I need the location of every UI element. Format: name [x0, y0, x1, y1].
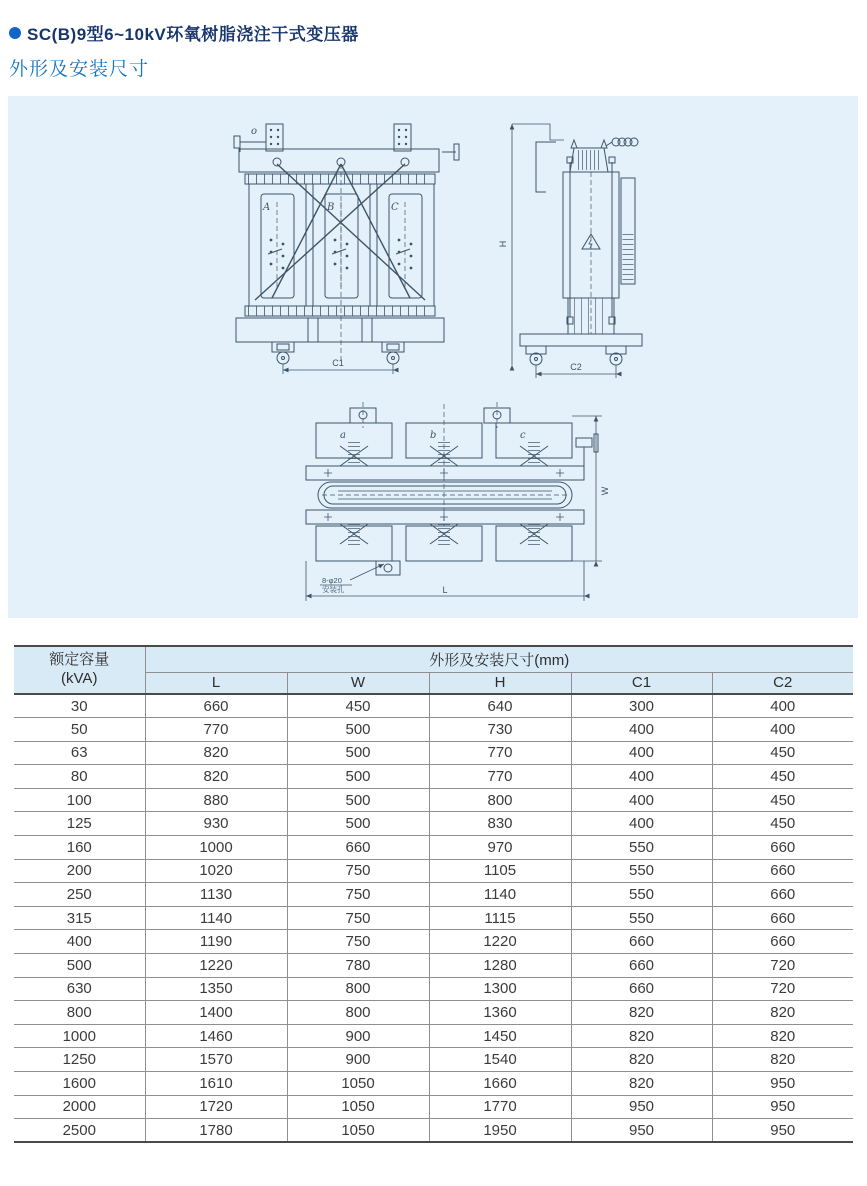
table-row: [14, 954, 853, 978]
table-cell: 400: [571, 812, 712, 836]
table-cell: 660: [571, 954, 712, 978]
front-coil-label-b: B: [327, 202, 335, 213]
front-coil-label-c: C: [391, 202, 399, 213]
table-cell: 30: [14, 694, 145, 718]
table-row: [14, 1119, 853, 1143]
table-cell: 63: [14, 741, 145, 765]
front-corner-label: o: [251, 126, 258, 137]
table-row: [14, 1072, 853, 1096]
table-cell: 820: [571, 1048, 712, 1072]
table-cell: 500: [287, 812, 429, 836]
table-row: [14, 836, 853, 860]
table-cell: 2500: [14, 1119, 145, 1143]
table-cell: 820: [145, 765, 287, 789]
table-cell: 315: [14, 906, 145, 930]
table-cell: 660: [712, 836, 853, 860]
table-cell: 820: [571, 1001, 712, 1025]
table-cell: 640: [429, 694, 571, 718]
table-cell: 1600: [14, 1072, 145, 1096]
table-cell: 160: [14, 836, 145, 860]
table-cell: 750: [287, 883, 429, 907]
table-cell: 1950: [429, 1119, 571, 1143]
table-cell: 1220: [429, 930, 571, 954]
table-cell: 800: [14, 1001, 145, 1025]
table-cell: 1350: [145, 977, 287, 1001]
table-row: [14, 1001, 853, 1025]
table-cell: 1190: [145, 930, 287, 954]
top-bushing-label-b: b: [430, 430, 437, 441]
table-row: [14, 859, 853, 883]
table-cell: 660: [571, 930, 712, 954]
header-col-l: L: [145, 672, 287, 694]
table-cell: 1610: [145, 1072, 287, 1096]
table-cell: 1105: [429, 859, 571, 883]
table-cell: 730: [429, 718, 571, 742]
top-bushing-label-a: a: [340, 430, 346, 441]
table-cell: 880: [145, 788, 287, 812]
table-cell: 1020: [145, 859, 287, 883]
table-cell: 450: [712, 788, 853, 812]
table-cell: 720: [712, 977, 853, 1001]
table-cell: 820: [712, 1001, 853, 1025]
table-row: [14, 718, 853, 742]
table-cell: 750: [287, 930, 429, 954]
page-title: SC(B)9型6~10kV环氧树脂浇注干式变压器: [27, 25, 359, 44]
section-subtitle: 外形及安装尺寸: [9, 59, 150, 80]
table-cell: 200: [14, 859, 145, 883]
table-cell: 1130: [145, 883, 287, 907]
table-cell: 1540: [429, 1048, 571, 1072]
table-cell: 550: [571, 859, 712, 883]
table-cell: 1570: [145, 1048, 287, 1072]
side-dim-c2-label: C2: [570, 362, 582, 372]
table-cell: 500: [287, 741, 429, 765]
table-cell: 970: [429, 836, 571, 860]
table-cell: 450: [287, 694, 429, 718]
table-cell: 660: [712, 906, 853, 930]
table-cell: 950: [712, 1072, 853, 1096]
top-bushing-label-c: c: [520, 430, 526, 441]
table-header: [14, 646, 853, 694]
table-cell: 780: [287, 954, 429, 978]
table-row: [14, 788, 853, 812]
table-row: [14, 741, 853, 765]
table-cell: 500: [287, 718, 429, 742]
header-col-h: H: [429, 672, 571, 694]
table-cell: 500: [287, 765, 429, 789]
table-row: [14, 930, 853, 954]
table-cell: 1720: [145, 1095, 287, 1119]
table-cell: 1000: [145, 836, 287, 860]
table-cell: 80: [14, 765, 145, 789]
table-row: [14, 812, 853, 836]
table-cell: 1050: [287, 1095, 429, 1119]
table-cell: 1460: [145, 1024, 287, 1048]
table-cell: 950: [571, 1119, 712, 1143]
table-cell: 400: [571, 765, 712, 789]
header-rated-capacity-line1: 额定容量: [49, 651, 110, 669]
table-row: [14, 1024, 853, 1048]
side-dim-h-label: H: [498, 240, 508, 248]
header-col-c2: C2: [712, 672, 853, 694]
table-cell: 400: [571, 718, 712, 742]
table-cell: 900: [287, 1024, 429, 1048]
table-cell: 660: [712, 930, 853, 954]
top-view-drawing: [288, 396, 618, 611]
table-row: [14, 977, 853, 1001]
table-cell: 1360: [429, 1001, 571, 1025]
table-cell: 400: [571, 788, 712, 812]
top-dim-l-label: L: [442, 585, 448, 595]
front-view-drawing: [220, 118, 470, 380]
table-cell: 400: [571, 741, 712, 765]
table-cell: 250: [14, 883, 145, 907]
table-row: [14, 694, 853, 718]
table-cell: 1220: [145, 954, 287, 978]
header-rated-capacity: [14, 646, 145, 694]
header-rated-capacity-line2: (kVA): [61, 670, 98, 687]
table-cell: 400: [712, 694, 853, 718]
table-cell: 1300: [429, 977, 571, 1001]
table-cell: 1250: [14, 1048, 145, 1072]
header-group-dimensions: 外形及安装尺寸(mm): [145, 646, 853, 672]
table-cell: 950: [712, 1095, 853, 1119]
table-cell: 300: [571, 694, 712, 718]
table-cell: 1280: [429, 954, 571, 978]
side-view-drawing: [498, 112, 658, 384]
table-cell: 450: [712, 741, 853, 765]
table-cell: 500: [14, 954, 145, 978]
table-row: [14, 765, 853, 789]
front-dim-c1-label: C1: [332, 358, 344, 368]
table-cell: 1450: [429, 1024, 571, 1048]
table-cell: 820: [145, 741, 287, 765]
table-cell: 100: [14, 788, 145, 812]
table-cell: 1660: [429, 1072, 571, 1096]
table-cell: 125: [14, 812, 145, 836]
table-cell: 50: [14, 718, 145, 742]
table-cell: 400: [14, 930, 145, 954]
top-dim-w-label: W: [600, 486, 610, 496]
table-cell: 550: [571, 906, 712, 930]
table-cell: 950: [712, 1119, 853, 1143]
table-cell: 2000: [14, 1095, 145, 1119]
table-cell: 820: [571, 1072, 712, 1096]
table-cell: 800: [287, 1001, 429, 1025]
table-cell: 550: [571, 836, 712, 860]
table-cell: 800: [429, 788, 571, 812]
table-cell: 660: [712, 859, 853, 883]
table-row: [14, 883, 853, 907]
document-title-row: [9, 20, 359, 45]
table-cell: 660: [145, 694, 287, 718]
header-col-c1: C1: [571, 672, 712, 694]
table-cell: 820: [712, 1024, 853, 1048]
table-cell: 770: [429, 765, 571, 789]
table-cell: 1140: [145, 906, 287, 930]
table-cell: 1050: [287, 1072, 429, 1096]
table-cell: 1400: [145, 1001, 287, 1025]
table-cell: 400: [712, 718, 853, 742]
table-body: [14, 694, 853, 1142]
table-cell: 660: [287, 836, 429, 860]
table-cell: 770: [145, 718, 287, 742]
table-cell: 800: [287, 977, 429, 1001]
table-cell: 720: [712, 954, 853, 978]
table-cell: 1115: [429, 906, 571, 930]
table-cell: 830: [429, 812, 571, 836]
table-cell: 1000: [14, 1024, 145, 1048]
table-cell: 630: [14, 977, 145, 1001]
table-cell: 770: [429, 741, 571, 765]
table-cell: 660: [712, 883, 853, 907]
table-cell: 950: [571, 1095, 712, 1119]
bullet-icon: [9, 27, 21, 39]
table-cell: 1770: [429, 1095, 571, 1119]
table-cell: 660: [571, 977, 712, 1001]
front-coil-label-a: A: [263, 202, 271, 213]
table-cell: 450: [712, 812, 853, 836]
table-cell: 550: [571, 883, 712, 907]
table-cell: 900: [287, 1048, 429, 1072]
table-cell: 1140: [429, 883, 571, 907]
table-cell: 1050: [287, 1119, 429, 1143]
header-col-w: W: [287, 672, 429, 694]
drawing-panel: [8, 96, 858, 618]
table-row: [14, 906, 853, 930]
dimensions-table: [14, 645, 853, 1143]
table-cell: 820: [712, 1048, 853, 1072]
table-cell: 820: [571, 1024, 712, 1048]
top-hole-note-line1: 8-φ20: [322, 576, 342, 585]
table-cell: 750: [287, 859, 429, 883]
table-cell: 930: [145, 812, 287, 836]
table-cell: 1780: [145, 1119, 287, 1143]
top-hole-note-line2: 安装孔: [322, 585, 345, 594]
table-row: [14, 1048, 853, 1072]
table-cell: 500: [287, 788, 429, 812]
table-cell: 450: [712, 765, 853, 789]
table-cell: 750: [287, 906, 429, 930]
table-row: [14, 1095, 853, 1119]
